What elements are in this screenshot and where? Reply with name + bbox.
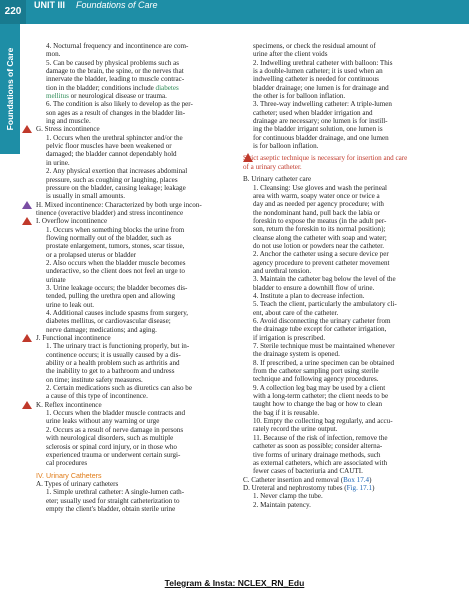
text-line — [243, 200, 455, 208]
line-text: urine leaks without any warning or urge — [46, 417, 160, 426]
text-line — [36, 125, 236, 133]
text-line — [36, 234, 236, 242]
text-line — [36, 472, 236, 480]
line-text: pelvic floor muscles have been weakened or — [46, 142, 172, 151]
text-line — [243, 442, 455, 450]
section-title: Foundations of Care — [76, 0, 158, 10]
line-text: 5. Teach the client, particularly the ambulatory cli- — [253, 300, 397, 309]
line-text: catheter; used when bladder irrigation and — [253, 108, 373, 117]
text-line — [243, 75, 455, 83]
line-text: bladder to ensure a downhill flow of urine. — [253, 283, 375, 292]
text-line — [243, 134, 455, 142]
glossary-term[interactable]: diabetes — [153, 83, 179, 92]
line-text: 2. Anchor the catheter using a secure device per — [253, 250, 389, 259]
text-line — [36, 209, 236, 217]
text-line — [243, 317, 455, 325]
line-text: 1. The urinary tract is functioning properly, but in- — [46, 342, 190, 351]
text-line — [243, 284, 455, 292]
text-line — [243, 42, 455, 50]
line-text: damage to the brain, the spine, or the nerves that — [46, 67, 184, 76]
cross-reference-link[interactable]: Box 17.4 — [343, 475, 370, 484]
line-text: tinence (overactive bladder) and stress incontinence — [36, 208, 184, 217]
line-text: 6. Avoid disconnecting the urinary catheter from — [253, 317, 391, 325]
text-line — [36, 359, 236, 367]
line-text: diabetes mellitus, or cardiovascular disease; — [46, 317, 171, 326]
line-text: 4. Nocturnal frequency and incontinence are com- — [46, 42, 189, 50]
line-text: cleanse along the catheter with soap and water; — [253, 233, 387, 242]
text-line — [36, 426, 236, 434]
text-line — [243, 67, 455, 75]
line-text: damaged; the bladder cannot dependably hold — [46, 150, 177, 159]
side-tab-label: Foundations of Care — [5, 47, 15, 131]
line-text: do not use lotion or powders near the catheter. — [253, 241, 384, 250]
alert-triangle-icon — [22, 334, 32, 342]
line-text: 3. Maintain the catheter bag below the level of the — [253, 275, 396, 284]
text-line — [36, 100, 236, 108]
line-text: 4. Institute a plan to decrease infection. — [253, 291, 365, 300]
line-text: 2. Indwelling urethral catheter with balloon: This — [253, 58, 393, 67]
text-line — [36, 75, 236, 83]
line-text-tail: ) — [369, 475, 372, 484]
text-line — [36, 267, 236, 275]
text-line — [36, 176, 236, 184]
text-line — [36, 497, 236, 505]
line-text: for continuous bladder drainage, and one lumen — [253, 133, 389, 142]
line-text: innervate the bladder, leading to muscle contrac- — [46, 75, 185, 84]
text-line — [243, 242, 455, 250]
line-text: with a long-term catheter; the client needs to be — [253, 392, 389, 401]
line-text: tive forms of urinary drainage methods, such — [253, 450, 381, 459]
alert-triangle-icon — [22, 201, 32, 209]
text-line — [243, 392, 455, 400]
text-line — [243, 250, 455, 258]
text-line — [36, 92, 236, 100]
text-line — [243, 234, 455, 242]
page-header — [0, 0, 469, 24]
text-line — [243, 342, 455, 350]
text-line — [36, 201, 236, 209]
text-line — [243, 492, 455, 500]
line-text: pressure, such as coughing or laughing, places — [46, 175, 178, 184]
text-line — [243, 117, 455, 125]
text-line — [243, 484, 455, 492]
text-line — [36, 351, 236, 359]
line-text: urinate — [46, 275, 66, 284]
text-line — [36, 192, 236, 200]
line-text: 1. Occurs when something blocks the urine from — [46, 225, 185, 234]
text-line — [243, 125, 455, 133]
text-line — [36, 459, 236, 467]
line-text: 1. Never clamp the tube. — [253, 492, 323, 501]
text-line — [243, 163, 455, 171]
line-text: the drainage system is opened. — [253, 350, 340, 359]
line-text: 11. Because of the risk of infection, remove the — [253, 433, 388, 442]
line-text: IV. Urinary Catheters — [36, 471, 102, 480]
text-line — [36, 134, 236, 142]
text-line — [36, 309, 236, 317]
text-line — [36, 109, 236, 117]
text-line — [36, 150, 236, 158]
line-text: the drainage tube except for catheter irrigation, — [253, 325, 387, 334]
line-text: from the catheter sampling port using sterile — [253, 367, 379, 376]
text-line — [36, 417, 236, 425]
line-text: day and as needed per agency procedure; with — [253, 200, 384, 209]
text-line — [36, 284, 236, 292]
line-text: K. Reflex incontinence — [36, 400, 102, 409]
text-line — [243, 59, 455, 67]
text-line — [36, 392, 236, 400]
line-text: urine after the client voids — [253, 50, 328, 59]
page-number: 220 — [0, 0, 26, 24]
text-line — [243, 451, 455, 459]
line-text: 9. A collection leg bag may be used by a client — [253, 383, 386, 392]
line-text: experienced trauma or underwent certain surgi- — [46, 450, 181, 459]
line-text: flowing normally out of the bladder, such as — [46, 233, 172, 242]
text-line — [36, 242, 236, 250]
line-text: 1. Simple urethral catheter: A single-lumen cath- — [46, 488, 185, 497]
line-text: ability or a health problem such as arthritis and — [46, 359, 180, 368]
line-text: drainage are necessary; one lumen is for instill- — [253, 117, 388, 126]
text-line — [36, 434, 236, 442]
text-line — [36, 67, 236, 75]
text-line — [243, 184, 455, 192]
line-text: with neurological disorders, such as multiple — [46, 434, 174, 443]
line-text: rately record the urine output. — [253, 425, 338, 434]
line-text: as external catheters, which are associated with — [253, 458, 388, 467]
line-text: Strict aseptic technique is necessary for insertion and care — [243, 154, 408, 163]
text-line — [243, 92, 455, 100]
line-text: B. Urinary catheter care — [243, 175, 312, 184]
text-line — [243, 175, 455, 183]
line-text: fewer cases of bacteriuria and CAUTI. — [253, 467, 363, 476]
line-text: H. Mixed incontinence: Characterized by both urge incon- — [36, 200, 202, 209]
text-line — [243, 359, 455, 367]
line-text: A. Types of urinary catheters — [36, 479, 119, 488]
text-line — [243, 217, 455, 225]
line-text: empty the client's bladder, obtain sterile urine — [46, 504, 176, 513]
text-line — [36, 59, 236, 67]
line-text: son ages as a result of changes in the bladder lin- — [46, 108, 186, 117]
unit-label: UNIT III — [34, 0, 65, 10]
line-text: D. Ureteral and nephrostomy tubes ( — [243, 483, 347, 492]
left-column — [36, 42, 236, 513]
text-line — [243, 425, 455, 433]
text-line — [243, 325, 455, 333]
line-text: 1. Occurs when the urethral sphincter and/or the — [46, 133, 183, 142]
line-text: sclerosis or spinal cord injury, or in those who — [46, 442, 177, 451]
text-line — [36, 84, 236, 92]
line-text: mon. — [46, 50, 61, 59]
line-text: 8. If prescribed, a urine specimen can be obtained — [253, 358, 395, 367]
line-text: tended, pulling the urethra open and allowing — [46, 292, 176, 301]
text-line — [36, 276, 236, 284]
text-line — [243, 292, 455, 300]
line-text: bladder drainage; one lumen is for drainage and — [253, 83, 389, 92]
text-line — [243, 417, 455, 425]
text-line — [36, 259, 236, 267]
line-text: 1. Cleansing: Use gloves and wash the perineal — [253, 183, 387, 192]
text-line — [243, 459, 455, 467]
text-line — [243, 334, 455, 342]
line-text: 2. Any physical exertion that increases abdominal — [46, 167, 188, 176]
line-text: or a prolapsed uterus or bladder — [46, 250, 137, 259]
line-text: the bag if it is reusable. — [253, 408, 320, 417]
text-line — [243, 476, 455, 484]
line-text: I. Overflow incontinence — [36, 217, 108, 226]
line-text: taught how to change the bag or how to clean — [253, 400, 383, 409]
line-text: 3. Urine leakage occurs; the bladder becomes dis- — [46, 283, 188, 292]
text-line — [36, 342, 236, 350]
text-line — [243, 501, 455, 509]
text-line — [36, 480, 236, 488]
right-column — [243, 42, 455, 509]
line-text: G. Stress incontinence — [36, 125, 100, 134]
line-text: is for balloon inflation. — [253, 142, 319, 151]
line-text: 10. Empty the collecting bag regularly, and accu- — [253, 417, 393, 426]
text-line — [243, 434, 455, 442]
text-line — [243, 309, 455, 317]
line-text: continence occurs; it is usually caused by a dis- — [46, 350, 181, 359]
line-text: 3. Three-way indwelling catheter: A triple-lumen — [253, 100, 392, 109]
line-text: agency procedure to prevent catheter movement — [253, 258, 390, 267]
text-line — [243, 259, 455, 267]
line-text: technique and following agency procedures. — [253, 375, 379, 384]
text-line — [243, 367, 455, 375]
text-line — [243, 100, 455, 108]
footer-credit[interactable]: Telegram & Insta: NCLEX_RN_Edu — [164, 578, 305, 588]
text-line — [243, 400, 455, 408]
line-text: on time; institute safety measures. — [46, 375, 143, 384]
text-line — [36, 42, 236, 50]
text-line — [36, 251, 236, 259]
line-text: and urethral tension. — [253, 266, 312, 275]
side-tab — [0, 24, 20, 154]
text-line — [243, 375, 455, 383]
line-text: 4. Additional causes include spasms from surgery, — [46, 309, 189, 317]
line-text: ing and muscle. — [46, 117, 91, 126]
text-line — [36, 451, 236, 459]
glossary-term[interactable]: mellitus — [46, 92, 69, 101]
line-text: pressure on the bladder, causing leakage; leakage — [46, 183, 186, 192]
line-text: 6. The condition is also likely to develop as the per- — [46, 100, 193, 109]
line-text: underactive, so the client does not feel an urge to — [46, 267, 185, 276]
line-text: is a double-lumen catheter; it is used when an — [253, 67, 383, 76]
text-line — [243, 142, 455, 150]
line-text: 2. Also occurs when the bladder muscle becomes — [46, 258, 186, 267]
line-text: foreskin to expose the meatus (in the adult per- — [253, 216, 387, 225]
text-line — [243, 154, 455, 162]
text-line — [36, 334, 236, 342]
line-text: catheter as soon as possible; consider alterna- — [253, 442, 383, 451]
cross-reference-link[interactable]: Fig. 17.1 — [346, 483, 373, 492]
line-text: the other is for balloon inflation. — [253, 92, 346, 101]
text-line — [36, 488, 236, 496]
line-text: 2. Occurs as a result of nerve damage in persons — [46, 425, 184, 434]
text-line — [36, 117, 236, 125]
text-line — [36, 376, 236, 384]
text-line — [36, 142, 236, 150]
text-line — [36, 317, 236, 325]
line-text: 7. Sterile technique must be maintained whenever — [253, 342, 395, 351]
line-text: is usually in small amounts. — [46, 192, 126, 201]
line-text: urine to leak out. — [46, 300, 95, 309]
text-line — [243, 350, 455, 358]
line-text-tail: ) — [372, 483, 375, 492]
text-line — [36, 50, 236, 58]
text-line — [36, 159, 236, 167]
text-line — [36, 367, 236, 375]
text-line — [243, 409, 455, 417]
text-line — [36, 443, 236, 451]
text-line — [36, 217, 236, 225]
text-line — [36, 301, 236, 309]
text-line — [36, 292, 236, 300]
text-line — [36, 167, 236, 175]
line-text: eter; usually used for straight catheterization to — [46, 496, 180, 505]
line-text: ing the bladder irrigant solution, one lumen is — [253, 125, 383, 134]
line-text: cal procedures — [46, 459, 88, 468]
text-line — [36, 505, 236, 513]
line-text: indwelling catheter is needed for continuous — [253, 75, 379, 84]
text-line — [36, 184, 236, 192]
text-line — [243, 384, 455, 392]
text-line — [36, 326, 236, 334]
line-text: the inability to get to a bathroom and undress — [46, 367, 175, 376]
text-line — [243, 300, 455, 308]
line-text: prostate enlargement, tumors, stones, scar tissue, — [46, 242, 185, 251]
line-text: ent, about care of the catheter. — [253, 308, 339, 317]
text-line — [243, 192, 455, 200]
line-text: nerve damage; medications; and aging. — [46, 325, 157, 334]
alert-triangle-icon — [22, 125, 32, 133]
line-text: tion in the bladder; conditions include — [46, 83, 154, 92]
text-line — [36, 384, 236, 392]
line-text: if irrigation is prescribed. — [253, 333, 326, 342]
line-text: son, return the foreskin to its normal position); — [253, 225, 386, 234]
line-text: 1. Occurs when the bladder muscle contracts and — [46, 409, 186, 418]
line-text: 2. Maintain patency. — [253, 500, 311, 509]
line-text: C. Catheter insertion and removal ( — [243, 475, 344, 484]
line-text: 2. Certain medications such as diuretics can also be — [46, 384, 192, 393]
alert-triangle-icon — [22, 217, 32, 225]
text-line — [243, 50, 455, 58]
text-line — [243, 275, 455, 283]
line-text: J. Functional incontinence — [36, 334, 111, 343]
text-line — [36, 226, 236, 234]
line-text: area with warm, soapy water once or twice a — [253, 191, 380, 200]
line-text: a cause of this type of incontinence. — [46, 392, 148, 401]
alert-triangle-icon — [22, 401, 32, 409]
text-line — [243, 467, 455, 475]
line-text: the nondominant hand, pull back the labia or — [253, 208, 380, 217]
text-line — [243, 267, 455, 275]
text-line — [243, 225, 455, 233]
line-text-tail: or neurological disease or trauma. — [68, 92, 167, 101]
line-text: in urine. — [46, 158, 70, 167]
text-line — [243, 209, 455, 217]
line-text: specimens, or check the residual amount of — [253, 42, 376, 50]
text-line — [36, 401, 236, 409]
text-line — [36, 409, 236, 417]
line-text: of a urinary catheter. — [243, 162, 302, 171]
line-text: 5. Can be caused by physical problems such as — [46, 58, 179, 67]
text-line — [243, 109, 455, 117]
warning-icon — [243, 153, 253, 162]
text-line — [243, 84, 455, 92]
